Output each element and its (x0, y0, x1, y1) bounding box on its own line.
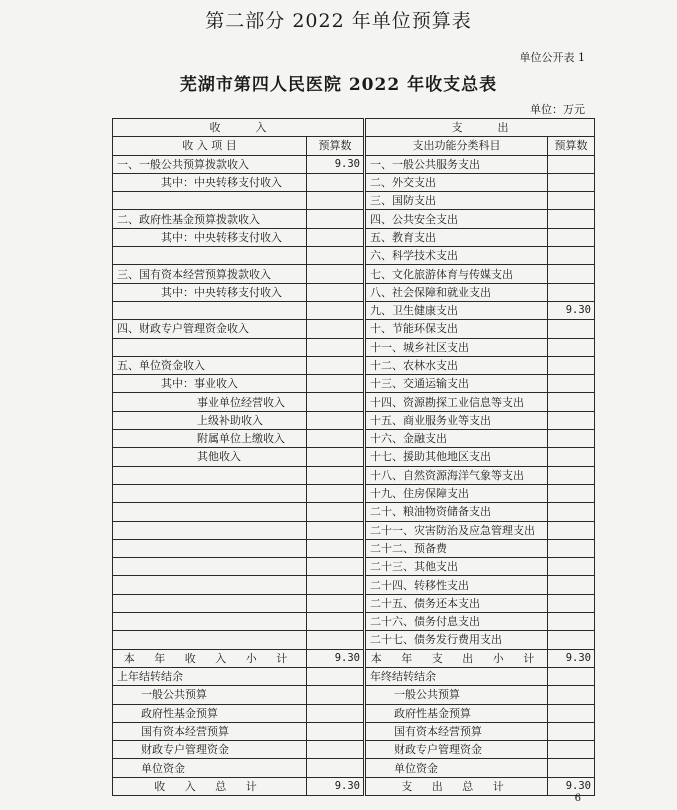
income-amount (307, 613, 365, 631)
table-row (113, 484, 595, 502)
income-item: 事业单位经营收入 (113, 393, 307, 411)
expense-amount (548, 338, 595, 356)
expense-item: 十七、援助其他地区支出 (365, 448, 548, 466)
income-amount (307, 558, 365, 576)
carryover-income-item: 一般公共预算 (113, 686, 307, 704)
carryover-income-item: 国有资本经营预算 (113, 722, 307, 740)
income-item (113, 484, 307, 502)
expense-item: 二十一、灾害防治及应急管理支出 (365, 521, 548, 539)
income-amount (307, 356, 365, 374)
table-row (113, 430, 595, 448)
expense-subtotal-amount: 9.30 (548, 649, 595, 667)
expense-item: 十二、农林水支出 (365, 356, 548, 374)
expense-item: 三、国防支出 (365, 192, 548, 210)
income-item: 附属单位上缴收入 (113, 430, 307, 448)
subtotal-row (113, 649, 595, 667)
expense-item: 二十七、债务发行费用支出 (365, 631, 548, 649)
expense-amount (548, 375, 595, 393)
expense-item: 二十、粮油物资储备支出 (365, 503, 548, 521)
income-amount (307, 521, 365, 539)
income-item (113, 503, 307, 521)
budget-table (112, 118, 595, 796)
expense-amount: 9.30 (548, 301, 595, 319)
expense-amount (548, 265, 595, 283)
carryover-expense-item: 国有资本经营预算 (365, 722, 548, 740)
table-row (113, 503, 595, 521)
carryover-income-amount (307, 704, 365, 722)
carryover-income-item: 上年结转结余 (113, 667, 307, 685)
income-amount (307, 576, 365, 594)
income-total-amount: 9.30 (307, 777, 365, 795)
table-row (113, 265, 595, 283)
income-item: 一、一般公共预算拨款收入 (113, 155, 307, 173)
income-item: 其中：中央转移支付收入 (113, 173, 307, 191)
expense-item: 二十三、其他支出 (365, 558, 548, 576)
table-title: 芜湖市第四人民医院 2022 年收支总表 (179, 75, 498, 95)
expense-amount (548, 228, 595, 246)
expense-amount (548, 631, 595, 649)
income-amount (307, 375, 365, 393)
income-item (113, 631, 307, 649)
carryover-row (113, 686, 595, 704)
expense-amount (548, 192, 595, 210)
income-item (113, 558, 307, 576)
expense-total-amount: 9.30 (548, 777, 595, 795)
income-item: 其他收入 (113, 448, 307, 466)
income-item (113, 192, 307, 210)
carryover-income-amount (307, 667, 365, 685)
income-item: 其中：中央转移支付收入 (113, 228, 307, 246)
header-row-top (113, 119, 595, 137)
expense-item: 十一、城乡社区支出 (365, 338, 548, 356)
expense-amount (548, 503, 595, 521)
table-row (113, 155, 595, 173)
expense-item: 五、教育支出 (365, 228, 548, 246)
expense-amount (548, 466, 595, 484)
table-row (113, 521, 595, 539)
income-item-header: 收 入 项 目 (113, 137, 307, 155)
expense-item: 十四、资源勘探工业信息等支出 (365, 393, 548, 411)
expense-amount (548, 320, 595, 338)
expense-amount (548, 558, 595, 576)
table-row (113, 613, 595, 631)
carryover-expense-amount (548, 704, 595, 722)
expense-item: 十三、交通运输支出 (365, 375, 548, 393)
income-amount (307, 539, 365, 557)
income-subtotal-label: 本 年 收 入 小 计 (113, 649, 307, 667)
income-item (113, 594, 307, 612)
income-item: 二、政府性基金预算拨款收入 (113, 210, 307, 228)
expense-item: 十五、商业服务业等支出 (365, 411, 548, 429)
income-amount (307, 283, 365, 301)
expense-item: 二十六、债务付息支出 (365, 613, 548, 631)
table-row (113, 594, 595, 612)
expense-total-label: 支 出 总 计 (365, 777, 548, 795)
expense-amount (548, 594, 595, 612)
expense-amount (548, 613, 595, 631)
carryover-expense-amount (548, 686, 595, 704)
expense-item: 七、文化旅游体育与传媒支出 (365, 265, 548, 283)
expense-amount (548, 210, 595, 228)
carryover-expense-item: 财政专户管理资金 (365, 741, 548, 759)
carryover-expense-item: 政府性基金预算 (365, 704, 548, 722)
expense-header: 支 出 (365, 119, 595, 137)
carryover-expense-item: 一般公共预算 (365, 686, 548, 704)
carryover-row (113, 741, 595, 759)
income-amount (307, 631, 365, 649)
expense-item: 二十二、预备费 (365, 539, 548, 557)
header-row-columns (113, 137, 595, 155)
expense-amount (548, 393, 595, 411)
income-amount (307, 503, 365, 521)
expense-item: 二十四、转移性支出 (365, 576, 548, 594)
income-amount (307, 210, 365, 228)
income-amount (307, 411, 365, 429)
income-amount (307, 228, 365, 246)
section-title: 第二部分 2022 年单位预算表 (205, 10, 472, 32)
income-amount (307, 265, 365, 283)
income-item: 上级补助收入 (113, 411, 307, 429)
income-amount-header: 预算数 (307, 137, 365, 155)
income-amount (307, 466, 365, 484)
expense-amount (548, 411, 595, 429)
income-amount (307, 247, 365, 265)
income-amount (307, 320, 365, 338)
carryover-expense-amount (548, 667, 595, 685)
income-item (113, 613, 307, 631)
income-item (113, 301, 307, 319)
carryover-row (113, 667, 595, 685)
table-row (113, 283, 595, 301)
expense-amount (548, 576, 595, 594)
expense-amount (548, 539, 595, 557)
table-row (113, 338, 595, 356)
expense-subtotal-label: 本 年 支 出 小 计 (365, 649, 548, 667)
table-row (113, 576, 595, 594)
income-item (113, 338, 307, 356)
expense-amount (548, 448, 595, 466)
carryover-income-item: 财政专户管理资金 (113, 741, 307, 759)
carryover-income-item: 单位资金 (113, 759, 307, 777)
carryover-expense-amount (548, 741, 595, 759)
income-amount: 9.30 (307, 155, 365, 173)
income-item: 三、国有资本经营预算拨款收入 (113, 265, 307, 283)
income-item: 其中：中央转移支付收入 (113, 283, 307, 301)
expense-item: 十六、金融支出 (365, 430, 548, 448)
table-row (113, 247, 595, 265)
expense-amount (548, 430, 595, 448)
income-amount (307, 301, 365, 319)
carryover-expense-item: 单位资金 (365, 759, 548, 777)
table-row (113, 228, 595, 246)
table-row (113, 192, 595, 210)
expense-item: 十、节能环保支出 (365, 320, 548, 338)
income-subtotal-amount: 9.30 (307, 649, 365, 667)
expense-amount (548, 283, 595, 301)
expense-amount (548, 173, 595, 191)
income-item: 五、单位资金收入 (113, 356, 307, 374)
expense-amount-header: 预算数 (548, 137, 595, 155)
expense-item: 十九、住房保障支出 (365, 484, 548, 502)
unit-label: 单位：万元 (530, 103, 585, 116)
income-item (113, 247, 307, 265)
income-item (113, 576, 307, 594)
table-row (113, 448, 595, 466)
table-row (113, 301, 595, 319)
income-item: 其中：事业收入 (113, 375, 307, 393)
expense-item: 二、外交支出 (365, 173, 548, 191)
table-row (113, 631, 595, 649)
income-amount (307, 192, 365, 210)
page-number: 6 (574, 793, 581, 804)
income-item (113, 521, 307, 539)
carryover-row (113, 722, 595, 740)
income-header: 收 入 (113, 119, 365, 137)
expense-item: 六、科学技术支出 (365, 247, 548, 265)
table-row (113, 411, 595, 429)
income-amount (307, 393, 365, 411)
carryover-income-amount (307, 741, 365, 759)
income-item (113, 539, 307, 557)
expense-amount (548, 247, 595, 265)
carryover-income-amount (307, 759, 365, 777)
carryover-row (113, 759, 595, 777)
table-row (113, 393, 595, 411)
table-row (113, 558, 595, 576)
income-amount (307, 484, 365, 502)
carryover-income-item: 政府性基金预算 (113, 704, 307, 722)
table-row (113, 375, 595, 393)
expense-item: 十八、自然资源海洋气象等支出 (365, 466, 548, 484)
income-amount (307, 448, 365, 466)
form-number: 单位公开表 1 (519, 51, 585, 64)
carryover-expense-item: 年终结转结余 (365, 667, 548, 685)
expense-item: 一、一般公共服务支出 (365, 155, 548, 173)
income-total-label: 收 入 总 计 (113, 777, 307, 795)
total-row (113, 777, 595, 795)
carryover-row (113, 704, 595, 722)
carryover-income-amount (307, 686, 365, 704)
carryover-income-amount (307, 722, 365, 740)
expense-item: 二十五、债务还本支出 (365, 594, 548, 612)
income-item: 四、财政专户管理资金收入 (113, 320, 307, 338)
table-row (113, 539, 595, 557)
table-row (113, 466, 595, 484)
expense-amount (548, 521, 595, 539)
income-amount (307, 173, 365, 191)
income-amount (307, 594, 365, 612)
expense-item: 四、公共安全支出 (365, 210, 548, 228)
table-row (113, 356, 595, 374)
expense-amount (548, 356, 595, 374)
table-row (113, 320, 595, 338)
expense-amount (548, 155, 595, 173)
income-amount (307, 430, 365, 448)
carryover-expense-amount (548, 722, 595, 740)
income-item (113, 466, 307, 484)
expense-item-header: 支出功能分类科目 (365, 137, 548, 155)
table-row (113, 210, 595, 228)
expense-item: 九、卫生健康支出 (365, 301, 548, 319)
income-amount (307, 338, 365, 356)
carryover-expense-amount (548, 759, 595, 777)
expense-amount (548, 484, 595, 502)
table-row (113, 173, 595, 191)
expense-item: 八、社会保障和就业支出 (365, 283, 548, 301)
